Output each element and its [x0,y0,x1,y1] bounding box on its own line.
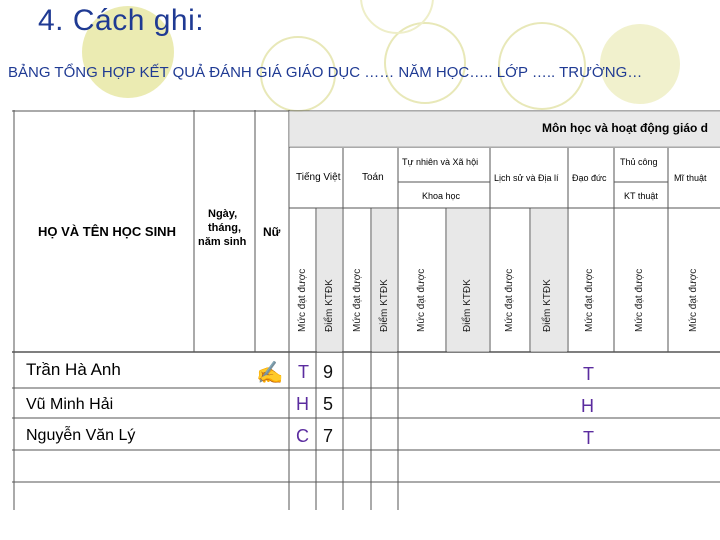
header-dob-line1: Ngày, [208,208,238,220]
vertical-diem-1: Điểm KTĐK [324,279,335,332]
page-title: 4. Cách ghi: [38,4,205,37]
vertical-muc-5: Mức đạt được [584,268,595,332]
vertical-muc-7: Mức đạt được [688,268,699,332]
header-tieng-viet: Tiếng Việt [296,172,341,183]
header-khoa-hoc: Khoa học [422,191,461,201]
tieng-viet-diem-row-1: 9 [323,362,334,382]
header-mi-thuat: Mĩ thuật [674,173,707,183]
vertical-diem-4: Điểm KTĐK [542,279,553,332]
vertical-muc-6: Mức đạt được [634,268,645,332]
header-toan: Toán [362,172,384,183]
header-student-name: HỌ VÀ TÊN HỌC SINH [38,224,176,239]
header-dob-line2: tháng, [208,222,241,234]
header-kt-thuat: KT thuật [624,191,658,201]
tieng-viet-muc-row-3: C [296,426,309,446]
vertical-muc-2: Mức đạt được [352,268,363,332]
header-gender: Nữ [263,225,281,239]
vertical-muc-1: Mức đạt được [297,268,308,332]
report-table [12,110,720,510]
vertical-diem-3: Điểm KTĐK [462,279,473,332]
header-tnxh: Tự nhiên và Xã hội [402,157,479,167]
header-subjects-group: Môn học và hoạt động giáo d [542,121,708,135]
gender-mark-row-1: ✍ [256,360,284,385]
header-dao-duc: Đạo đức [572,173,607,183]
tieng-viet-diem-row-3: 7 [323,426,334,446]
vertical-diem-2: Điểm KTĐK [379,279,390,332]
header-ls-dl: Lịch sử và Địa lí [494,173,559,183]
header-dob-line3: năm sinh [198,236,247,248]
vertical-muc-4: Mức đạt được [504,268,515,332]
header-thu-cong: Thủ công [620,157,658,167]
student-name-row-1: Trần Hà Anh [26,360,121,379]
student-name-row-3: Nguyễn Văn Lý [26,427,136,444]
tieng-viet-muc-row-1: T [298,362,309,382]
table-grid [12,110,720,510]
vertical-muc-3: Mức đạt được [416,268,427,332]
tieng-viet-muc-row-2: H [296,394,309,414]
dao-duc-row-3: T [583,428,594,448]
page-subtitle: BẢNG TỔNG HỢP KẾT QUẢ ĐÁNH GIÁ GIÁO DỤC …… NĂM HỌC….. LỚP ….. TRƯỜNG… [8,64,643,81]
decor-circle-3 [384,22,466,104]
dao-duc-row-2: H [581,396,594,416]
tieng-viet-diem-row-2: 5 [323,394,334,414]
student-name-row-2: Vũ Minh Hải [26,396,114,413]
dao-duc-row-1: T [583,364,594,384]
